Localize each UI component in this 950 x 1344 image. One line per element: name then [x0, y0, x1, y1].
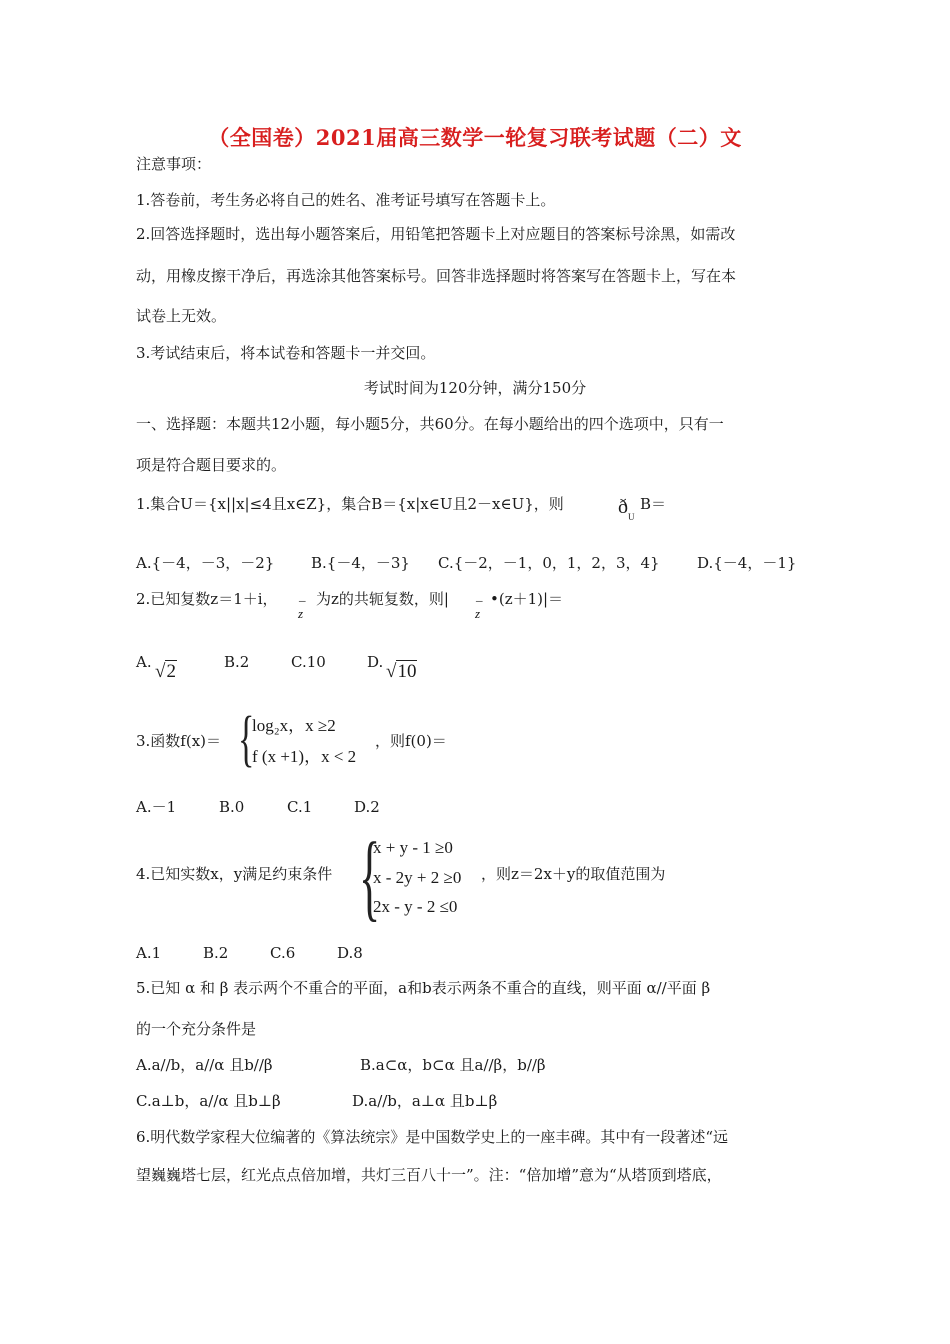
q3-case-1: log₂x，x ≥2	[252, 716, 336, 735]
q6-line-1: 6.明代数学家程大位编著的《算法统宗》是中国数学史上的一座丰碑。其中有一段著述“远	[136, 1128, 728, 1146]
exam-info: 考试时间为120分钟，满分150分	[363, 379, 587, 397]
q5-option-d: D.a//b，a⊥α 且b⊥β	[352, 1092, 498, 1110]
q2-zbar-1: z	[298, 606, 304, 621]
q2-bar-2: _	[476, 588, 483, 603]
q5-line-2: 的一个充分条件是	[136, 1020, 257, 1038]
q1-tail: B＝	[640, 495, 667, 513]
q4-option-d: D.8	[337, 944, 363, 962]
q2-option-a: A.	[136, 653, 152, 671]
q6-line-2: 望巍巍塔七层，红光点点倍加增，共灯三百八十一”。注：“倍加增”意为“从塔顶到塔底，	[136, 1166, 722, 1184]
q2-part-3: •(z＋1)|＝	[490, 590, 564, 608]
q5-option-c: C.a⊥b，a//α 且b⊥β	[136, 1092, 281, 1110]
section-1-line-2: 项是符合题目要求的。	[136, 456, 287, 474]
complement-subscript: U	[628, 512, 635, 522]
q4-option-b: B.2	[203, 944, 229, 962]
notice-heading: 注意事项：	[136, 155, 212, 173]
q4-suffix: ，则z＝2x＋y的取值范围为	[481, 865, 666, 883]
q1-stem: 1.集合U＝{x||x|≤4且x∈Z}，集合B＝{x|x∈U且2－x∈U}，则	[136, 495, 564, 513]
q2-option-d-sqrt: √10	[386, 661, 417, 682]
q5-option-a: A.a//b，a//α 且b//β	[136, 1056, 273, 1074]
notice-item-2-line-3: 试卷上无效。	[136, 307, 227, 325]
q1-option-b: B.{－4，－3}	[311, 554, 410, 572]
section-1-line-1: 一、选择题：本题共12小题，每小题5分，共60分。在每小题给出的四个选项中，只有一	[136, 415, 724, 433]
q2-option-a-radicand: 2	[166, 661, 176, 682]
notice-item-2-line-1: 2.回答选择题时，选出每小题答案后，用铅笔把答题卡上对应题目的答案标号涂黑，如需改	[136, 225, 736, 243]
q2-option-c: C.10	[291, 653, 326, 671]
q3-prefix: 3.函数f(x)＝	[136, 732, 222, 750]
q4-option-a: A.1	[136, 944, 162, 962]
notice-item-2-line-2: 动，用橡皮擦干净后，再选涂其他答案标号。回答非选择题时将答案写在答题卡上，写在本	[136, 267, 737, 285]
q2-option-b: B.2	[224, 653, 250, 671]
q2-option-a-sqrt: √2	[155, 661, 176, 682]
q2-zbar-2: z	[475, 606, 481, 621]
q3-option-d: D.2	[354, 798, 380, 816]
notice-item-1: 1.答卷前，考生务必将自己的姓名、准考证号填写在答题卡上。	[136, 191, 556, 209]
q3-case-2: f (x +1)，x < 2	[252, 747, 357, 766]
q4-constraint-3: 2x - y - 2 ≤0	[373, 897, 458, 916]
complement-symbol: ð	[618, 496, 628, 518]
q2-part-1: 2.已知复数z＝1＋i，	[136, 590, 278, 608]
q3-option-c: C.1	[287, 798, 313, 816]
q4-option-c: C.6	[270, 944, 296, 962]
q4-prefix: 4.已知实数x，y满足约束条件	[136, 865, 333, 883]
q1-option-c: C.{－2，－1，0，1，2，3，4}	[438, 554, 660, 572]
exam-title: （全国卷）2021届高三数学一轮复习联考试题（二）文	[208, 125, 742, 150]
q3-option-a: A.－1	[136, 798, 177, 816]
q5-option-b: B.a⊂α，b⊂α 且a//β，b//β	[360, 1056, 546, 1074]
q3-suffix: ，则f(0)＝	[375, 732, 447, 750]
q2-option-d: D.	[367, 653, 384, 671]
q2-bar-1: _	[299, 588, 306, 603]
q2-part-2: 为z的共轭复数，则|	[316, 590, 449, 608]
q1-option-d: D.{－4，－1}	[697, 554, 797, 572]
q4-constraint-1: x + y - 1 ≥0	[373, 838, 453, 857]
q4-constraint-2: x - 2y + 2 ≥0	[373, 868, 462, 887]
notice-item-3: 3.考试结束后，将本试卷和答题卡一并交回。	[136, 344, 436, 362]
q5-line-1: 5.已知 α 和 β 表示两个不重合的平面，a和b表示两条不重合的直线，则平面 α//平面 β	[136, 979, 711, 997]
q3-option-b: B.0	[219, 798, 245, 816]
q1-option-a: A.{－4，－3，－2}	[136, 554, 275, 572]
q2-option-d-radicand: 10	[397, 661, 417, 682]
q4-brace: {	[359, 823, 381, 931]
q3-brace: {	[238, 705, 255, 773]
